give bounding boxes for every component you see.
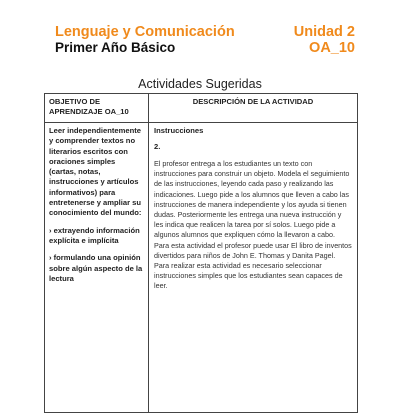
objective-intro: Leer independientemente y comprender textos no literarios escritos con oraciones simples (cartas, notas, instrucciones y artículos informativos) para entretenerse y ampliar su conocimiento del mundo: [49, 126, 142, 218]
activity-text: El profesor entrega a los estudiantes un texto con instrucciones para construir un objeto. Modela el seguimiento de las instrucciones, leyendo cada paso y realizando las indicaciones. Luego pide a los alumnos que lleven a cabo las instrucciones de manera independiente y los ayuda si tienen dudas. Posteriormente les entrega una nueva instrucción y les indica que realicen la tarea por sí solos. Luego pide a algunos alumnos que expliquen cómo la llevaron a cabo. Para esta actividad el profesor puede usar El libro de inventos divertidos para niños de John E. Thomas y Danita Pagel. Para realizar esta actividad es necesario seleccionar instrucciones simples que los estudiantes sean capaces de leer. [154, 159, 352, 291]
section-title: Actividades Sugeridas [138, 77, 262, 91]
page-header [55, 24, 355, 56]
objective-cell [45, 123, 149, 413]
activity-table [44, 93, 358, 413]
header-row-bottom [55, 40, 355, 56]
table-body-row [45, 123, 357, 413]
activity-label: Instrucciones [154, 126, 204, 135]
description-cell [149, 123, 357, 413]
subject-title: Lenguaje y Comunicación [55, 24, 235, 40]
unit-label: Unidad 2 [293, 24, 355, 40]
grade-subtitle: Primer Año Básico [55, 40, 176, 55]
description-column-header: DESCRIPCIÓN DE LA ACTIVIDAD [192, 97, 314, 106]
table-header-row [45, 94, 357, 123]
objective-item-1: › extrayendo información explícita e implícita [49, 225, 140, 245]
oa-label: OA_10 [309, 40, 355, 56]
objective-column-header: OBJETIVO DE APRENDIZAJE OA_10 [45, 94, 149, 122]
objective-item-2: › formulando una opinión sobre algún aspecto de la lectura [49, 253, 143, 283]
header-row-top [55, 24, 355, 40]
activity-number: 2. [154, 142, 161, 151]
